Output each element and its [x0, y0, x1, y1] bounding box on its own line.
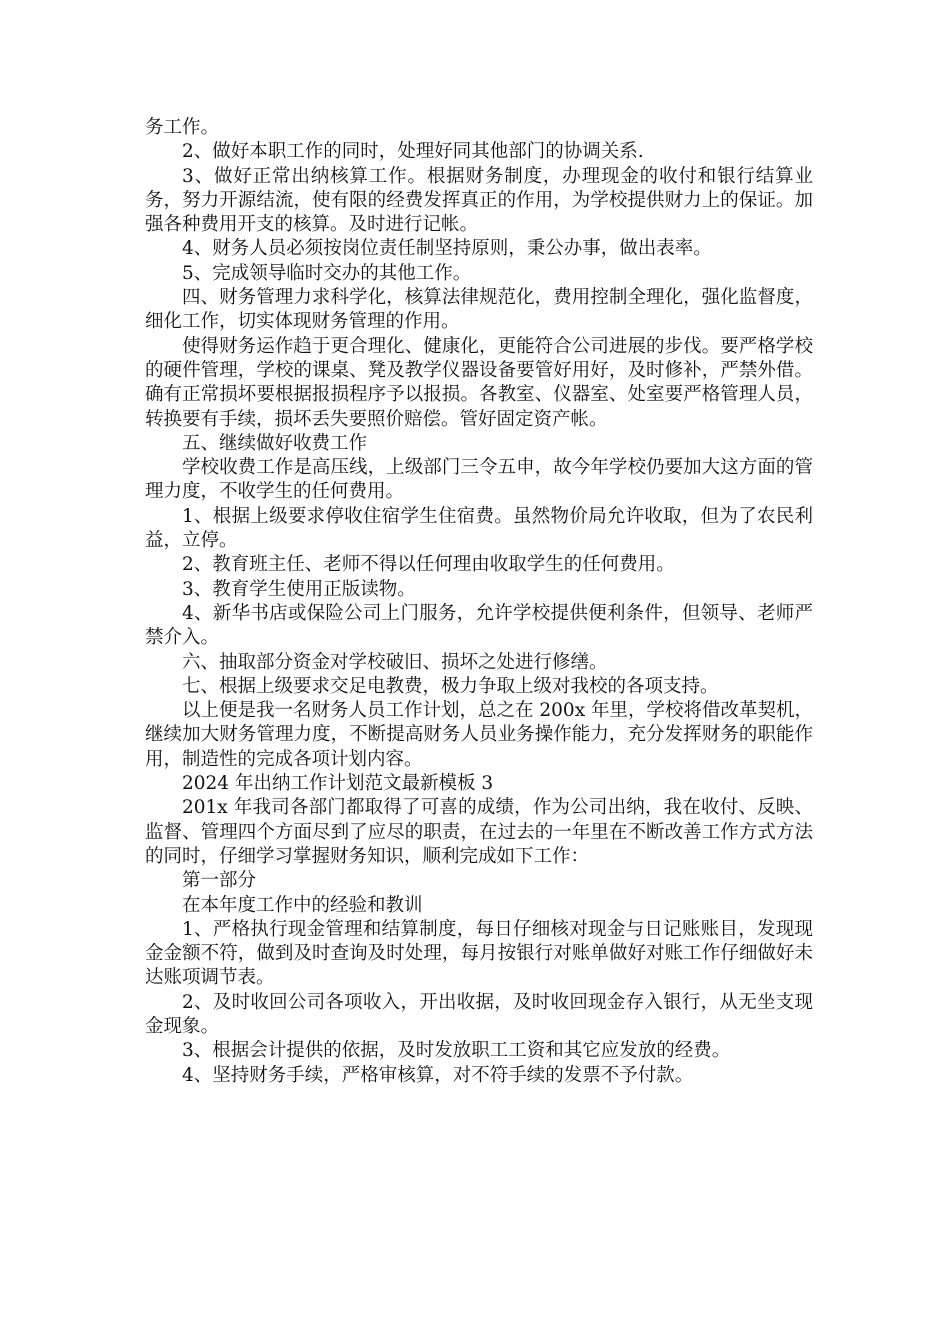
paragraph: 务工作。: [145, 117, 220, 138]
document-body: [145, 116, 813, 1088]
section-heading: 四、财务管理力求科学化，核算法律规范化，费用控制全理化，强化监督度，细化工作，切实体现财务管理的作用。: [145, 287, 813, 333]
paragraph: 2、教育班主任、老师不得以任何理由收取学生的任何费用。: [182, 554, 675, 576]
paragraph: 3、做好正常出纳核算工作。根据财务制度，办理现金的收付和银行结算业务，努力开源结流，使有限的经费发挥真正的作用，为学校提供财力上的保证。加强各种费用开支的核算。及时进行记帐。: [145, 165, 813, 236]
paragraph: 3、教育学生使用正版读物。: [182, 578, 416, 600]
section-heading: 第一部分: [182, 870, 257, 892]
section-heading: 在本年度工作中的经验和教训: [182, 894, 423, 916]
section-heading: 六、抽取部分资金对学校破旧、损坏之处进行修缮。: [182, 651, 608, 673]
paragraph: 1、根据上级要求停收住宿学生住宿费。虽然物价局允许收取，但为了农民利益，立停。: [145, 505, 813, 552]
paragraph: 4、财务人员必须按岗位责任制坚持原则，秉公办事，做出表率。: [182, 238, 712, 260]
section-heading: 七、根据上级要求交足电教费，极力争取上级对我校的各项支持。: [182, 675, 719, 697]
section-heading: 五、继续做好收费工作: [182, 432, 368, 454]
paragraph: 使得财务运作趋于更合理化、健康化，更能符合公司进展的步伐。要严格学校的硬件管理，学校的课桌、凳及教学仪器设备要管好用好，及时修补，严禁外借。确有正常损坏要根据报损程序予以报损。各教室、仪器室、处室要严格管理人员，转换要有手续，损坏丢失要照价赔偿。管好固定资产帐。: [145, 335, 813, 430]
paragraph: 2、做好本职工作的同时，处理好同其他部门的协调关系.: [182, 141, 644, 163]
paragraph: 4、坚持财务手续，严格审核算，对不符手续的发票不予付款。: [182, 1064, 694, 1086]
paragraph: 5、完成领导临时交办的其他工作。: [182, 262, 472, 284]
document-title: 2024 年出纳工作计划范文最新模板 3: [182, 773, 494, 795]
paragraph: 学校收费工作是高压线，上级部门三令五申，故今年学校仍要加大这方面的管理力度，不收学生的任何费用。: [145, 457, 813, 503]
paragraph: 3、根据会计提供的依据，及时发放职工工资和其它应发放的经费。: [182, 1040, 731, 1062]
paragraph: 4、新华书店或保险公司上门服务，允许学校提供便利条件，但领导、老师严禁介入。: [145, 602, 813, 649]
paragraph: 2、及时收回公司各项收入，开出收据，及时收回现金存入银行，从无坐支现金现象。: [145, 991, 813, 1037]
paragraph: 以上便是我一名财务人员工作计划，总之在 200x 年里，学校将借改革契机，继续加大财务管理力度，不断提高财务人员业务操作能力，充分发挥财务的职能作用，制造性的完成各项计划内容。: [145, 700, 814, 770]
paragraph: 1、严格执行现金管理和结算制度，每日仔细核对现金与日记账账目，发现现金金额不符，做到及时查询及时处理，每月按银行对账单做好对账工作仔细做好未达账项调节表。: [145, 918, 813, 989]
paragraph: 201x 年我司各部门都取得了可喜的成绩，作为公司出纳，我在收付、反映、监督、管理四个方面尽到了应尽的职责，在过去的一年里在不断改善工作方式方法的同时，仔细学习掌握财务知识，顺利完成如下工作：: [145, 797, 813, 867]
